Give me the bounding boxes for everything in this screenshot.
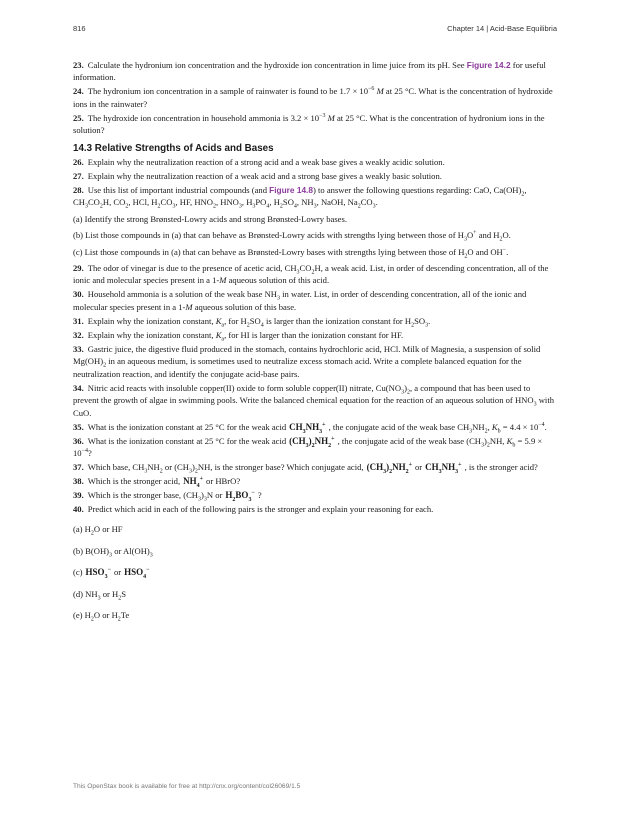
question-26: 26. Explain why the neutralization reaction of a strong acid and a weak base gives a weakly acidic solution. — [73, 157, 445, 168]
question-30: 30. Household ammonia is a solution of the weak base $NH_3$ in water. List, in order of descending concentration, all of the ionic and molecular species present in a 1-M aqueous solution of this base. — [73, 289, 527, 312]
question-40e: (e) $H_2O$ or $H_2Te$ — [73, 609, 130, 623]
question-40: 40. Predict which acid in each of the following pairs is the stronger and explain your reasoning for each. — [73, 503, 434, 514]
question-40b: (b) $B(OH)_3$ or $Al(OH)_3$ — [73, 545, 153, 559]
formula: $H_2BO_3^-$ — [225, 489, 255, 503]
chapter-title: Chapter 14 | Acid-Base Equilibria — [447, 24, 557, 33]
section-heading: 14.3 Relative Strengths of Acids and Bases — [73, 142, 274, 154]
page-number: 816 — [73, 24, 86, 33]
question-28b: (b) List those compounds in (a) that can behave as Brønsted-Lowry acids with strengths lying between those of $H_3O^+$ and $H_2O$. — [73, 230, 511, 243]
question-25: 25. The hydroxide ion concentration in household ammonia is $3.2 \times 10^{-3}$ M at 25 °C. What is the concentration of hydronium ions in the solution? — [73, 112, 545, 136]
formula: $HSO_3^-$ — [85, 567, 111, 580]
footer-text: This OpenStax book is available for free at http://cnx.org/content/col26069/1.5 — [73, 783, 301, 790]
question-38: 38. Which is the stronger acid, $NH_4^+$ or HBrO? — [73, 475, 241, 489]
question-35: 35. What is the ionization constant at 25 °C for the weak acid $CH_3NH_3^+$ , the conjugate acid of the weak base $CH_3NH_2$, $K_b = 4.4 \times 10^{-4}$. — [73, 421, 547, 435]
question-31: 31. Explain why the ionization constant, $K_a$, for $H_2SO_4$ is larger than the ionization constant for $H_2SO_3$. — [73, 315, 431, 329]
question-33: 33. Gastric juice, the digestive fluid produced in the stomach, contains hydrochloric acid, HCl. Milk of Magnesia, a suspension of solid $Mg(OH)_2$ in an aqueous medium, is sometimes used to neutralize excess stomach acid. Write a complete balanced equation for the neutralization reaction, and identify the conjugate acid-base pairs. — [73, 343, 541, 379]
question-36: 36. What is the ionization constant at 25 °C for the weak acid $(CH_3)_2NH_2^+$ , the conjugate acid of the weak base $(CH_3)_2NH$, $K_b = 5.9 \times 10^{-4}$? — [73, 435, 543, 458]
formula: $HSO_4^-$ — [124, 567, 150, 580]
question-40d: (d) $NH_3$ or $H_2S$ — [73, 588, 127, 602]
question-39: 39. Which is the stronger base, $(CH_3)_3N$ or $H_2BO_3^-$ ? — [73, 489, 262, 503]
question-27: 27. Explain why the neutralization reaction of a weak acid and a strong base gives a weakly basic solution. — [73, 171, 442, 182]
question-32: 32. Explain why the ionization constant, $K_a$, for HI is larger than the ionization constant for HF. — [73, 329, 404, 343]
question-40a: (a) $H_2O$ or HF — [73, 524, 123, 538]
formula: $(CH_3)_2NH_2^+$ — [289, 435, 335, 449]
question-29: 29. The odor of vinegar is due to the presence of acetic acid, $CH_3CO_2H$, a weak acid. List, in order of descending concentration, all of the ionic and molecular species present in a 1-M aqueous solution of this acid. — [73, 263, 549, 286]
question-24: 24. The hydronium ion concentration in a sample of rainwater is found to be $1.7 \times 10^{-6}$ M at 25 °C. What is the concentration of hydroxide ions in the rainwater? — [73, 86, 553, 109]
page-content — [73, 59, 558, 630]
figure-link[interactable]: Figure 14.8 — [269, 185, 313, 196]
question-28a: (a) Identify the strong Brønsted-Lowry acids and strong Brønsted-Lowry bases. — [73, 213, 347, 224]
question-37: 37. Which base, $CH_3NH_2$ or $(CH_3)_2NH$, is the stronger base? Which conjugate acid, $(CH_3)_2NH_2^+$ or $CH_3NH_3^+$ , is the stronger acid? — [73, 461, 538, 475]
question-28c: (c) List those compounds in (a) that can behave as Brønsted-Lowry bases with strengths lying between those of $H_2O$ and OH−. — [73, 246, 509, 260]
formula: $CH_3NH_3^+$ — [289, 421, 326, 435]
formula: $NH_4^+$ — [183, 475, 204, 489]
figure-link[interactable]: Figure 14.2 — [466, 60, 511, 70]
formula: $CH_3NH_3^+$ — [425, 461, 462, 475]
question-23: 23. Calculate the hydronium ion concentration and the hydroxide ion concentration in lime juice from its pH. See Figure 14.2 for useful information. — [73, 60, 546, 83]
formula: $(CH_3)_2NH_2^+$ — [366, 461, 412, 475]
question-34: 34. Nitric acid reacts with insoluble copper(II) oxide to form soluble copper(II) nitrate, $Cu(NO_3)_2$, a compound that has been used to prevent the growth of algae in swimming pools. Write the balanced chemical equation for the reaction of an aqueous solution of $HNO_3$ with CuO. — [73, 382, 554, 418]
question-28: 28. Use this list of important industrial compounds (and Figure 14.8) to answer the following questions regarding: CaO, $Ca(OH)_2$, $CH_3CO_2H$, $CO_2$, HCl, $H_2CO_3$, HF, $HNO_2$, $HNO_3$, $H_3PO_4$, $H_2SO_4$, $NH_3$, NaOH, $Na_2CO_3$. — [73, 185, 527, 211]
question-40c: (c) $HSO_3^-$ or $HSO_4^-$ — [73, 567, 150, 580]
